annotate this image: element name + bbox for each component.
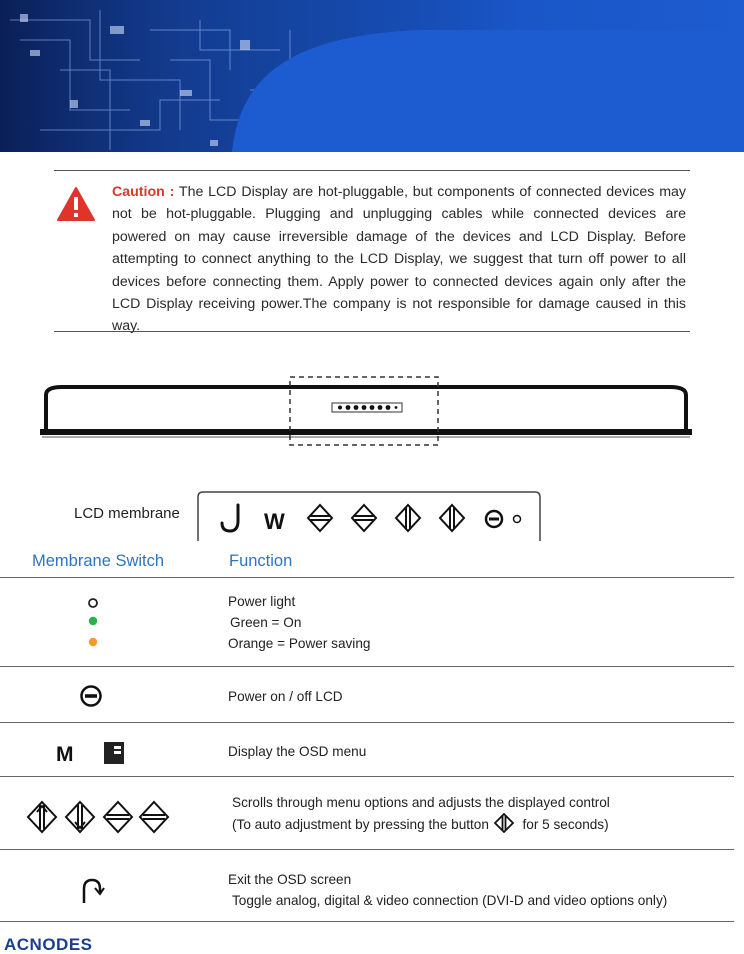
power-led-icon: [514, 516, 521, 523]
circuit-board-graphic: [0, 0, 744, 152]
m-key-icon: M: [56, 743, 74, 766]
caution-box: [54, 170, 690, 335]
left-arrow-key-icon: [104, 802, 132, 832]
acnodes-logo: [4, 935, 136, 953]
button-panel: [332, 403, 402, 412]
brand-text: ACNODES: [4, 935, 93, 953]
up-arrow-key-icon: [493, 813, 515, 833]
header-banner: [0, 0, 744, 152]
up-key-icon: [396, 505, 420, 531]
function-line-2: [232, 813, 610, 835]
divider: [0, 666, 734, 667]
function-exit: [228, 869, 667, 911]
exit-button-icon: [78, 876, 106, 906]
membrane-label: LCD membrane: [74, 505, 180, 522]
led-off-icon: [89, 599, 97, 607]
divider: [0, 722, 734, 723]
exit-key-icon: [222, 505, 238, 531]
function-line: Scrolls through menu options and adjusts the displayed control: [232, 795, 610, 810]
function-text: for 5 seconds): [522, 817, 609, 832]
led-orange-icon: [89, 638, 97, 646]
divider: [0, 921, 734, 922]
down-key-icon: [440, 505, 464, 531]
membrane-strip: [194, 489, 544, 545]
down-arrow-key-icon: [66, 802, 94, 832]
menu-key-icon: W: [264, 509, 285, 534]
function-line: Exit the OSD screen: [228, 872, 352, 887]
function-line: Green = On: [230, 615, 302, 630]
caution-text: [112, 181, 686, 338]
up-arrow-key-icon: [28, 802, 56, 832]
function-line: Power light: [228, 594, 296, 609]
arrow-button-icons: [26, 800, 172, 834]
right-arrow-key-icon: [140, 802, 168, 832]
caution-label: Caution :: [112, 184, 175, 200]
divider: [0, 577, 734, 578]
display-bezel-diagram: [40, 375, 692, 447]
divider: [0, 776, 734, 777]
led-green-icon: [89, 617, 97, 625]
col-header-function: Function: [229, 552, 293, 570]
function-power: Power on / off LCD: [228, 689, 343, 704]
menu-button-icons: [56, 740, 128, 766]
function-power-light: [228, 591, 370, 654]
left-key-icon: [308, 505, 332, 531]
function-text: (To auto adjustment by pressing the button: [232, 817, 489, 832]
function-line: Orange = Power saving: [228, 636, 371, 651]
power-button-icon: [79, 684, 103, 708]
menu-book-icon: [104, 742, 124, 764]
caution-body: The LCD Display are hot-pluggable, but components of connected devices may not be hot-pluggable. Plugging and unplugging cables while connected devices are powered on may cause irreversible damage of the devices and LCD Display. Before attempting to connect anything to the LCD Display, we suggest that turn off power to all devices before connecting them. Apply power to connected devices again only after the LCD Display receiving power.The company is not responsible for damage caused in this way.: [112, 184, 687, 335]
right-key-icon: [352, 505, 376, 531]
warning-triangle-icon: [56, 186, 96, 222]
col-header-switch: Membrane Switch: [32, 552, 165, 570]
function-menu: Display the OSD menu: [228, 744, 367, 759]
function-line: Toggle analog, digital & video connection (DVI-D and video options only): [232, 893, 668, 908]
function-arrows: [232, 792, 610, 835]
divider: [0, 849, 734, 850]
power-light-indicators: [86, 595, 100, 649]
power-key-icon: [486, 511, 502, 527]
